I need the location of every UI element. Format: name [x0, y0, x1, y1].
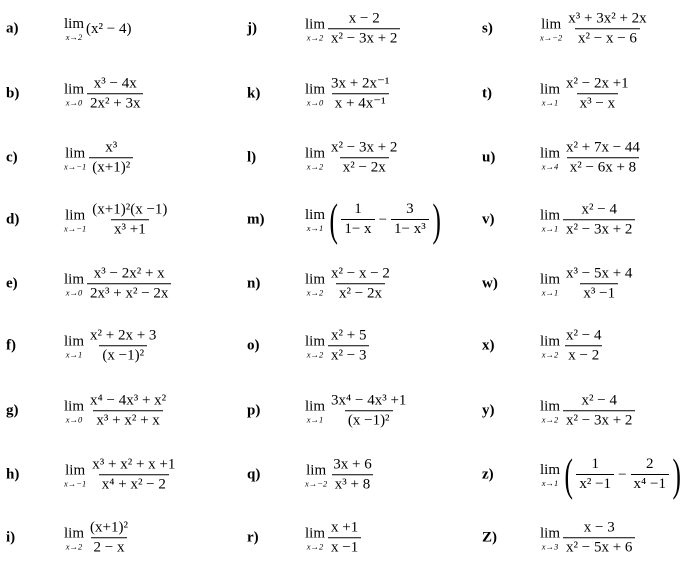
limit-operator	[540, 526, 560, 551]
limit-operator	[305, 272, 325, 297]
left-paren: (	[564, 449, 573, 500]
exercise	[482, 5, 677, 53]
limit-subscript: x→2	[306, 160, 324, 171]
limit-operator	[540, 463, 560, 488]
exercise-label: y)	[482, 402, 495, 419]
limit-word: lim	[540, 461, 561, 478]
exercise-label: i)	[6, 529, 16, 546]
limit-word: lim	[64, 397, 85, 414]
fraction	[563, 76, 632, 112]
exercise-label: n)	[247, 275, 261, 292]
denominator: 2 − x	[91, 537, 128, 556]
fraction	[87, 266, 171, 302]
exercise-label: o)	[247, 337, 260, 354]
limit-operator	[305, 334, 325, 359]
exercise-label: p)	[247, 402, 261, 419]
fraction	[87, 328, 159, 364]
limit-word: lim	[65, 461, 86, 478]
numerator: x² + 2x + 3	[90, 327, 157, 344]
limit-word: lim	[305, 144, 326, 161]
numerator: x − 3	[583, 519, 615, 536]
limit-operator	[64, 334, 84, 359]
numerator: x² − 3x + 2	[331, 139, 398, 156]
limit-word: lim	[540, 332, 561, 349]
limit-operator	[64, 526, 84, 551]
limit-word: lim	[65, 144, 86, 161]
fraction	[87, 393, 169, 429]
limit-operator	[540, 82, 560, 107]
limit-operator	[540, 334, 560, 359]
denominator: x³ + 8	[332, 474, 373, 493]
numerator: x² + 7x − 44	[566, 139, 640, 156]
denominator: (x+1)²	[89, 157, 133, 176]
exercise	[6, 451, 241, 499]
limit-operator	[540, 208, 560, 233]
limit-operator	[305, 399, 325, 424]
limit-expression	[540, 202, 636, 238]
limit-expression	[540, 520, 636, 556]
limit-expression	[64, 520, 132, 556]
numerator: x³	[105, 139, 118, 156]
denominator: 2x² + 3x	[87, 93, 143, 112]
limit-operator	[305, 526, 325, 551]
denominator: x² − 6x + 8	[567, 157, 639, 176]
exercise-label: u)	[482, 149, 496, 166]
limit-word: lim	[305, 270, 326, 287]
fraction	[328, 520, 361, 556]
exercise-label: r)	[247, 529, 259, 546]
limit-subscript: x→4	[541, 160, 559, 171]
limit-subscript: x→1	[306, 413, 324, 424]
exercise-label: Z)	[482, 529, 497, 546]
exercise	[6, 134, 241, 182]
numerator: 1	[354, 201, 362, 218]
exercise-label: g)	[6, 402, 19, 419]
exercise-label: d)	[6, 211, 20, 228]
fraction	[89, 457, 178, 493]
numerator: 3x + 6	[333, 456, 372, 473]
limit-word: lim	[305, 15, 326, 32]
denominator: x² − 5x + 6	[563, 537, 635, 556]
limit-subscript: x→0	[65, 413, 83, 424]
denominator: x² − 3x + 2	[563, 410, 635, 429]
fraction	[89, 140, 133, 176]
limit-word: lim	[65, 206, 86, 223]
limit-word: lim	[306, 461, 327, 478]
limit-expression	[540, 266, 636, 302]
exercise-label: k)	[247, 85, 261, 102]
exercise-label: t)	[482, 85, 492, 102]
exercise	[482, 134, 677, 182]
limit-operator	[64, 208, 86, 233]
limit-expression	[540, 393, 636, 429]
limit-operator	[64, 17, 84, 42]
exercise	[482, 196, 677, 244]
limit-expression	[305, 457, 376, 493]
denominator: x − 2	[565, 345, 602, 364]
limit-operator	[305, 463, 327, 488]
numerator: x³ + 3x² + 2x	[568, 10, 647, 27]
numerator: x² − 4	[581, 392, 617, 409]
denominator: 1− x³	[391, 219, 429, 238]
limit-argument: (x² − 4)	[86, 20, 132, 37]
left-paren: (	[329, 194, 338, 245]
exercise	[6, 70, 241, 118]
exercise-label: j)	[247, 20, 257, 37]
limit-subscript: x→1	[541, 96, 559, 107]
numerator: x³ − 4x	[93, 75, 137, 92]
limit-operator	[540, 399, 560, 424]
fraction	[563, 520, 635, 556]
numerator: x² − 4	[566, 327, 602, 344]
limit-expression	[305, 520, 362, 556]
exercise	[482, 70, 677, 118]
numerator: (x+1)²	[90, 519, 128, 536]
numerator: x² − x − 2	[331, 265, 390, 282]
fraction	[563, 140, 643, 176]
limit-subscript: x→2	[541, 413, 559, 424]
exercise	[6, 322, 241, 370]
limit-word: lim	[305, 80, 326, 97]
limit-word: lim	[540, 80, 561, 97]
denominator: x³ − x	[577, 93, 618, 112]
limit-word: lim	[540, 270, 561, 287]
limit-expression	[305, 266, 394, 302]
denominator: x² − 2x	[336, 283, 385, 302]
exercise	[482, 387, 677, 435]
limit-expression	[305, 140, 401, 176]
numerator: x³ − 5x + 4	[566, 265, 633, 282]
exercise-label: q)	[247, 466, 261, 483]
limit-subscript: x→−1	[64, 222, 87, 233]
limit-subscript: x→0	[65, 96, 83, 107]
exercise-label: x)	[482, 337, 495, 354]
limit-subscript: x→1	[541, 286, 559, 297]
denominator: x² − 2x	[340, 157, 389, 176]
numerator: x³ − 2x² + x	[93, 265, 165, 282]
limit-operator	[305, 208, 325, 233]
limit-subscript: x→3	[541, 540, 559, 551]
denominator: x −1	[328, 537, 361, 556]
numerator: 1	[591, 456, 599, 473]
limit-subscript: x→1	[306, 222, 324, 233]
limit-expression	[64, 328, 160, 364]
limit-expression	[64, 202, 171, 238]
limit-word: lim	[64, 332, 85, 349]
fraction	[328, 140, 400, 176]
limit-operator	[540, 272, 560, 297]
limit-subscript: x→2	[65, 540, 83, 551]
limit-subscript: x→0	[65, 286, 83, 297]
exercise	[247, 70, 482, 118]
limit-subscript: x→2	[306, 348, 324, 359]
limit-expression	[64, 266, 172, 302]
exercise	[247, 260, 482, 308]
exercise-label: a)	[6, 20, 19, 37]
denominator: x³ −1	[580, 283, 618, 302]
exercise	[247, 387, 482, 435]
limit-subscript: x→−1	[64, 160, 87, 171]
limit-operator	[64, 463, 86, 488]
numerator: x⁴ − 4x³ + x²	[90, 392, 167, 409]
numerator: x +1	[331, 519, 359, 536]
limit-word: lim	[305, 206, 326, 223]
exercise-label: f)	[6, 337, 16, 354]
limit-word: lim	[64, 15, 85, 32]
fraction	[87, 520, 131, 556]
limit-word: lim	[541, 15, 562, 32]
exercise-label: z)	[482, 466, 494, 483]
fraction	[328, 328, 369, 364]
limit-word: lim	[64, 270, 85, 287]
denominator: x⁴ + x² − 2	[99, 474, 169, 493]
limit-subscript: x→−2	[305, 477, 328, 488]
limit-subscript: x→2	[306, 31, 324, 42]
limit-operator	[64, 272, 84, 297]
exercise-label: s)	[482, 20, 493, 37]
limit-operator	[540, 17, 562, 42]
limit-expression	[64, 393, 170, 429]
exercise	[247, 134, 482, 182]
exercise-label: h)	[6, 466, 20, 483]
numerator: x − 2	[348, 10, 380, 27]
minus-sign: −	[618, 466, 627, 483]
limit-expression	[64, 457, 179, 493]
limit-expression	[540, 11, 651, 47]
fraction	[563, 266, 635, 302]
limit-subscript: x→1	[541, 477, 559, 488]
exercise-label: w)	[482, 275, 498, 292]
limit-expression	[305, 393, 410, 429]
numerator: x³ + x² + x +1	[92, 456, 176, 473]
limit-operator	[540, 146, 560, 171]
limit-word: lim	[305, 524, 326, 541]
limit-word: lim	[64, 80, 85, 97]
denominator: x² −1	[576, 474, 614, 493]
fraction	[563, 328, 604, 364]
limit-expression	[64, 76, 144, 112]
denominator: x² − 3x + 2	[563, 219, 635, 238]
limit-expression	[540, 449, 683, 500]
fraction	[341, 202, 374, 238]
limit-subscript: x→2	[306, 286, 324, 297]
exercise	[6, 387, 241, 435]
limit-expression	[305, 76, 393, 112]
exercise	[6, 5, 241, 53]
denominator: x² − 3	[328, 345, 369, 364]
fraction	[330, 457, 374, 493]
exercise	[6, 260, 241, 308]
exercise	[482, 449, 681, 500]
exercise	[247, 5, 482, 53]
denominator: (x −1)²	[99, 345, 147, 364]
fraction	[328, 76, 392, 112]
exercise	[247, 514, 482, 562]
exercise	[6, 196, 241, 244]
right-paren: )	[432, 194, 441, 245]
fraction	[563, 202, 635, 238]
fraction	[328, 266, 393, 302]
limit-expression	[540, 328, 605, 364]
exercise-label: e)	[6, 275, 18, 292]
limit-expression	[305, 328, 370, 364]
exercise	[247, 451, 482, 499]
limit-subscript: x→0	[306, 96, 324, 107]
fraction	[631, 457, 669, 493]
numerator: x² − 4	[581, 201, 617, 218]
denominator: x + 4x⁻¹	[332, 93, 389, 112]
limit-operator	[305, 82, 325, 107]
limit-expression	[64, 140, 134, 176]
limit-word: lim	[305, 332, 326, 349]
exercise-label: m)	[247, 211, 265, 228]
limit-expression	[540, 76, 633, 112]
numerator: (x+1)²(x −1)	[92, 201, 168, 218]
denominator: x³ +1	[111, 219, 149, 238]
fraction	[87, 76, 143, 112]
limit-word: lim	[64, 524, 85, 541]
numerator: 3x + 2x⁻¹	[331, 75, 390, 92]
limit-operator	[64, 399, 84, 424]
fraction	[576, 457, 614, 493]
fraction	[565, 11, 649, 47]
fraction	[328, 393, 409, 429]
right-paren: )	[672, 449, 681, 500]
limit-expression	[305, 194, 443, 245]
fraction	[391, 202, 429, 238]
exercise	[247, 196, 482, 244]
limit-operator	[64, 82, 84, 107]
numerator: 3	[406, 201, 414, 218]
limit-subscript: x→−1	[64, 477, 87, 488]
limit-expression	[305, 11, 401, 47]
denominator: x³ + x² + x	[93, 410, 162, 429]
fraction	[89, 202, 170, 238]
exercise-label: l)	[247, 149, 257, 166]
fraction	[563, 393, 635, 429]
limit-word: lim	[540, 397, 561, 414]
numerator: x² + 5	[331, 327, 367, 344]
denominator: (x −1)²	[345, 410, 393, 429]
limit-operator	[305, 17, 325, 42]
limit-operator	[64, 146, 86, 171]
fraction	[328, 11, 400, 47]
exercise	[6, 514, 241, 562]
limit-subscript: x→−2	[540, 31, 563, 42]
limit-word: lim	[305, 397, 326, 414]
denominator: x² − 3x + 2	[328, 28, 400, 47]
exercise	[247, 322, 482, 370]
limit-word: lim	[540, 524, 561, 541]
numerator: x² − 2x +1	[566, 75, 629, 92]
limit-operator	[305, 146, 325, 171]
numerator: 2	[646, 456, 654, 473]
limit-subscript: x→1	[65, 348, 83, 359]
limit-subscript: x→2	[306, 540, 324, 551]
exercise	[482, 260, 677, 308]
limit-expression	[64, 17, 131, 42]
exercise-label: c)	[6, 149, 18, 166]
limit-subscript: x→1	[541, 222, 559, 233]
limit-word: lim	[540, 144, 561, 161]
limit-subscript: x→2	[541, 348, 559, 359]
numerator: 3x⁴ − 4x³ +1	[331, 392, 407, 409]
exercise-label: v)	[482, 211, 495, 228]
limit-word: lim	[540, 206, 561, 223]
exercise	[482, 514, 677, 562]
denominator: 2x³ + x² − 2x	[87, 283, 171, 302]
denominator: x² − x − 6	[575, 28, 640, 47]
limit-subscript: x→2	[65, 31, 83, 42]
limit-expression	[540, 140, 644, 176]
minus-sign: −	[378, 211, 388, 228]
exercise-label: b)	[6, 85, 20, 102]
exercise	[482, 322, 677, 370]
denominator: x⁴ −1	[631, 474, 669, 493]
denominator: 1− x	[341, 219, 374, 238]
